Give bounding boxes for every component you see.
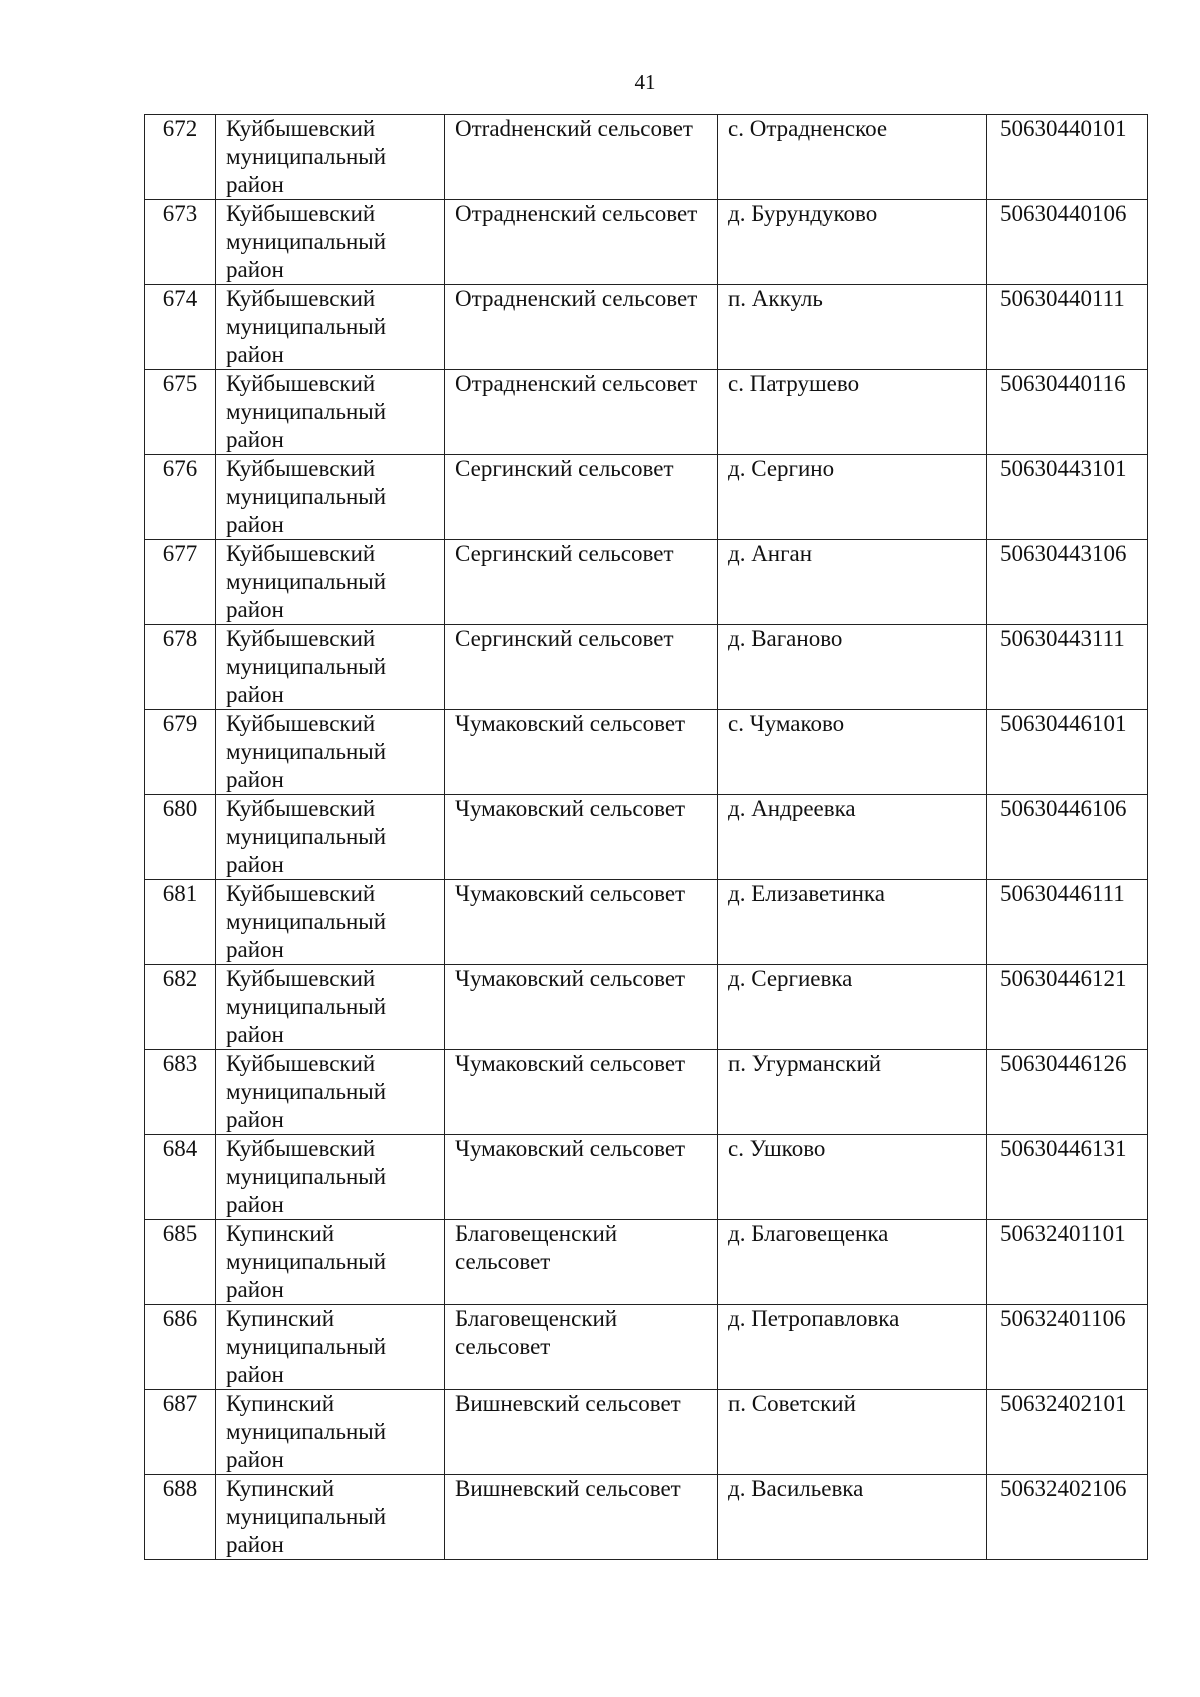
council-cell: Отрадненский сельсовет (445, 200, 718, 285)
code-cell: 50630440116 (987, 370, 1148, 455)
code-cell: 50632402106 (987, 1475, 1148, 1560)
table-row (145, 1050, 1148, 1135)
table-row (145, 1305, 1148, 1390)
district-cell: Куйбышевский муниципальный район (216, 880, 445, 965)
district-cell: Куйбышевский муниципальный район (216, 965, 445, 1050)
row-number: 688 (145, 1475, 216, 1560)
table-row (145, 285, 1148, 370)
row-number: 686 (145, 1305, 216, 1390)
council-cell: Отradненский сельсовет (445, 115, 718, 200)
table-row (145, 795, 1148, 880)
district-cell: Куйбышевский муниципальный район (216, 710, 445, 795)
code-cell: 50632401106 (987, 1305, 1148, 1390)
row-number: 687 (145, 1390, 216, 1475)
row-number: 680 (145, 795, 216, 880)
table-row (145, 965, 1148, 1050)
row-number: 673 (145, 200, 216, 285)
settlement-cell: д. Бурундуково (718, 200, 987, 285)
table-row (145, 880, 1148, 965)
council-cell: Вишневский сельсовет (445, 1390, 718, 1475)
council-cell: Благовещенский сельсовет (445, 1305, 718, 1390)
code-cell: 50630443101 (987, 455, 1148, 540)
council-cell: Отрадненский сельсовет (445, 370, 718, 455)
district-cell: Куйбышевский муниципальный район (216, 115, 445, 200)
settlement-cell: д. Васильевка (718, 1475, 987, 1560)
council-cell: Чумаковский сельсовет (445, 1050, 718, 1135)
code-cell: 50630440106 (987, 200, 1148, 285)
council-cell: Чумаковский сельсовет (445, 1135, 718, 1220)
district-cell: Куйбышевский муниципальный район (216, 455, 445, 540)
settlement-cell: д. Сергино (718, 455, 987, 540)
row-number: 685 (145, 1220, 216, 1305)
settlement-cell: д. Сергиевка (718, 965, 987, 1050)
district-cell: Купинский муниципальный район (216, 1475, 445, 1560)
settlement-registry-table (144, 114, 1148, 1560)
page-number: 41 (634, 70, 656, 94)
district-cell: Куйбышевский муниципальный район (216, 625, 445, 710)
code-cell: 50630446111 (987, 880, 1148, 965)
council-cell: Сергинский сельсовет (445, 625, 718, 710)
council-cell: Чумаковский сельсовет (445, 965, 718, 1050)
district-cell: Куйбышевский муниципальный район (216, 200, 445, 285)
district-cell: Куйбышевский муниципальный район (216, 540, 445, 625)
code-cell: 50632401101 (987, 1220, 1148, 1305)
council-cell: Сергинский сельсовет (445, 540, 718, 625)
council-cell: Чумаковский сельсовет (445, 710, 718, 795)
settlement-cell: д. Андреевка (718, 795, 987, 880)
table-row (145, 455, 1148, 540)
table-row (145, 710, 1148, 795)
row-number: 683 (145, 1050, 216, 1135)
code-cell: 50630440111 (987, 285, 1148, 370)
settlement-cell: с. Отрадненское (718, 115, 987, 200)
district-cell: Купинский муниципальный район (216, 1390, 445, 1475)
council-cell: Чумаковский сельсовет (445, 795, 718, 880)
settlement-cell: д. Благовещенка (718, 1220, 987, 1305)
table-row (145, 1475, 1148, 1560)
row-number: 684 (145, 1135, 216, 1220)
code-cell: 50630446126 (987, 1050, 1148, 1135)
council-cell: Чумаковский сельсовет (445, 880, 718, 965)
district-cell: Купинский муниципальный район (216, 1220, 445, 1305)
table-row (145, 1390, 1148, 1475)
row-number: 676 (145, 455, 216, 540)
code-cell: 50630446131 (987, 1135, 1148, 1220)
code-cell: 50630446101 (987, 710, 1148, 795)
council-cell: Отрадненский сельсовет (445, 285, 718, 370)
table-row (145, 370, 1148, 455)
row-number: 678 (145, 625, 216, 710)
district-cell: Куйбышевский муниципальный район (216, 370, 445, 455)
table-body (145, 115, 1148, 1560)
council-cell: Благовещенский сельсовет (445, 1220, 718, 1305)
district-cell: Куйбышевский муниципальный район (216, 1050, 445, 1135)
settlement-cell: с. Патрушево (718, 370, 987, 455)
row-number: 677 (145, 540, 216, 625)
table-row (145, 625, 1148, 710)
council-cell: Вишневский сельсовет (445, 1475, 718, 1560)
settlement-cell: п. Угурманский (718, 1050, 987, 1135)
settlement-cell: д. Елизаветинка (718, 880, 987, 965)
code-cell: 50632402101 (987, 1390, 1148, 1475)
table-row (145, 1135, 1148, 1220)
settlement-cell: д. Анган (718, 540, 987, 625)
settlement-cell: п. Советский (718, 1390, 987, 1475)
district-cell: Купинский муниципальный район (216, 1305, 445, 1390)
row-number: 681 (145, 880, 216, 965)
row-number: 679 (145, 710, 216, 795)
district-cell: Куйбышевский муниципальный район (216, 285, 445, 370)
row-number: 682 (145, 965, 216, 1050)
code-cell: 50630443111 (987, 625, 1148, 710)
settlement-cell: п. Аккуль (718, 285, 987, 370)
table-row (145, 540, 1148, 625)
settlement-cell: с. Чумаково (718, 710, 987, 795)
table-row (145, 115, 1148, 200)
table-row (145, 1220, 1148, 1305)
row-number: 672 (145, 115, 216, 200)
table-row (145, 200, 1148, 285)
settlement-cell: с. Ушково (718, 1135, 987, 1220)
code-cell: 50630443106 (987, 540, 1148, 625)
settlement-cell: д. Ваганово (718, 625, 987, 710)
code-cell: 50630440101 (987, 115, 1148, 200)
district-cell: Куйбышевский муниципальный район (216, 1135, 445, 1220)
code-cell: 50630446121 (987, 965, 1148, 1050)
code-cell: 50630446106 (987, 795, 1148, 880)
district-cell: Куйбышевский муниципальный район (216, 795, 445, 880)
council-cell: Сергинский сельсовет (445, 455, 718, 540)
row-number: 675 (145, 370, 216, 455)
settlement-cell: д. Петропавловка (718, 1305, 987, 1390)
row-number: 674 (145, 285, 216, 370)
